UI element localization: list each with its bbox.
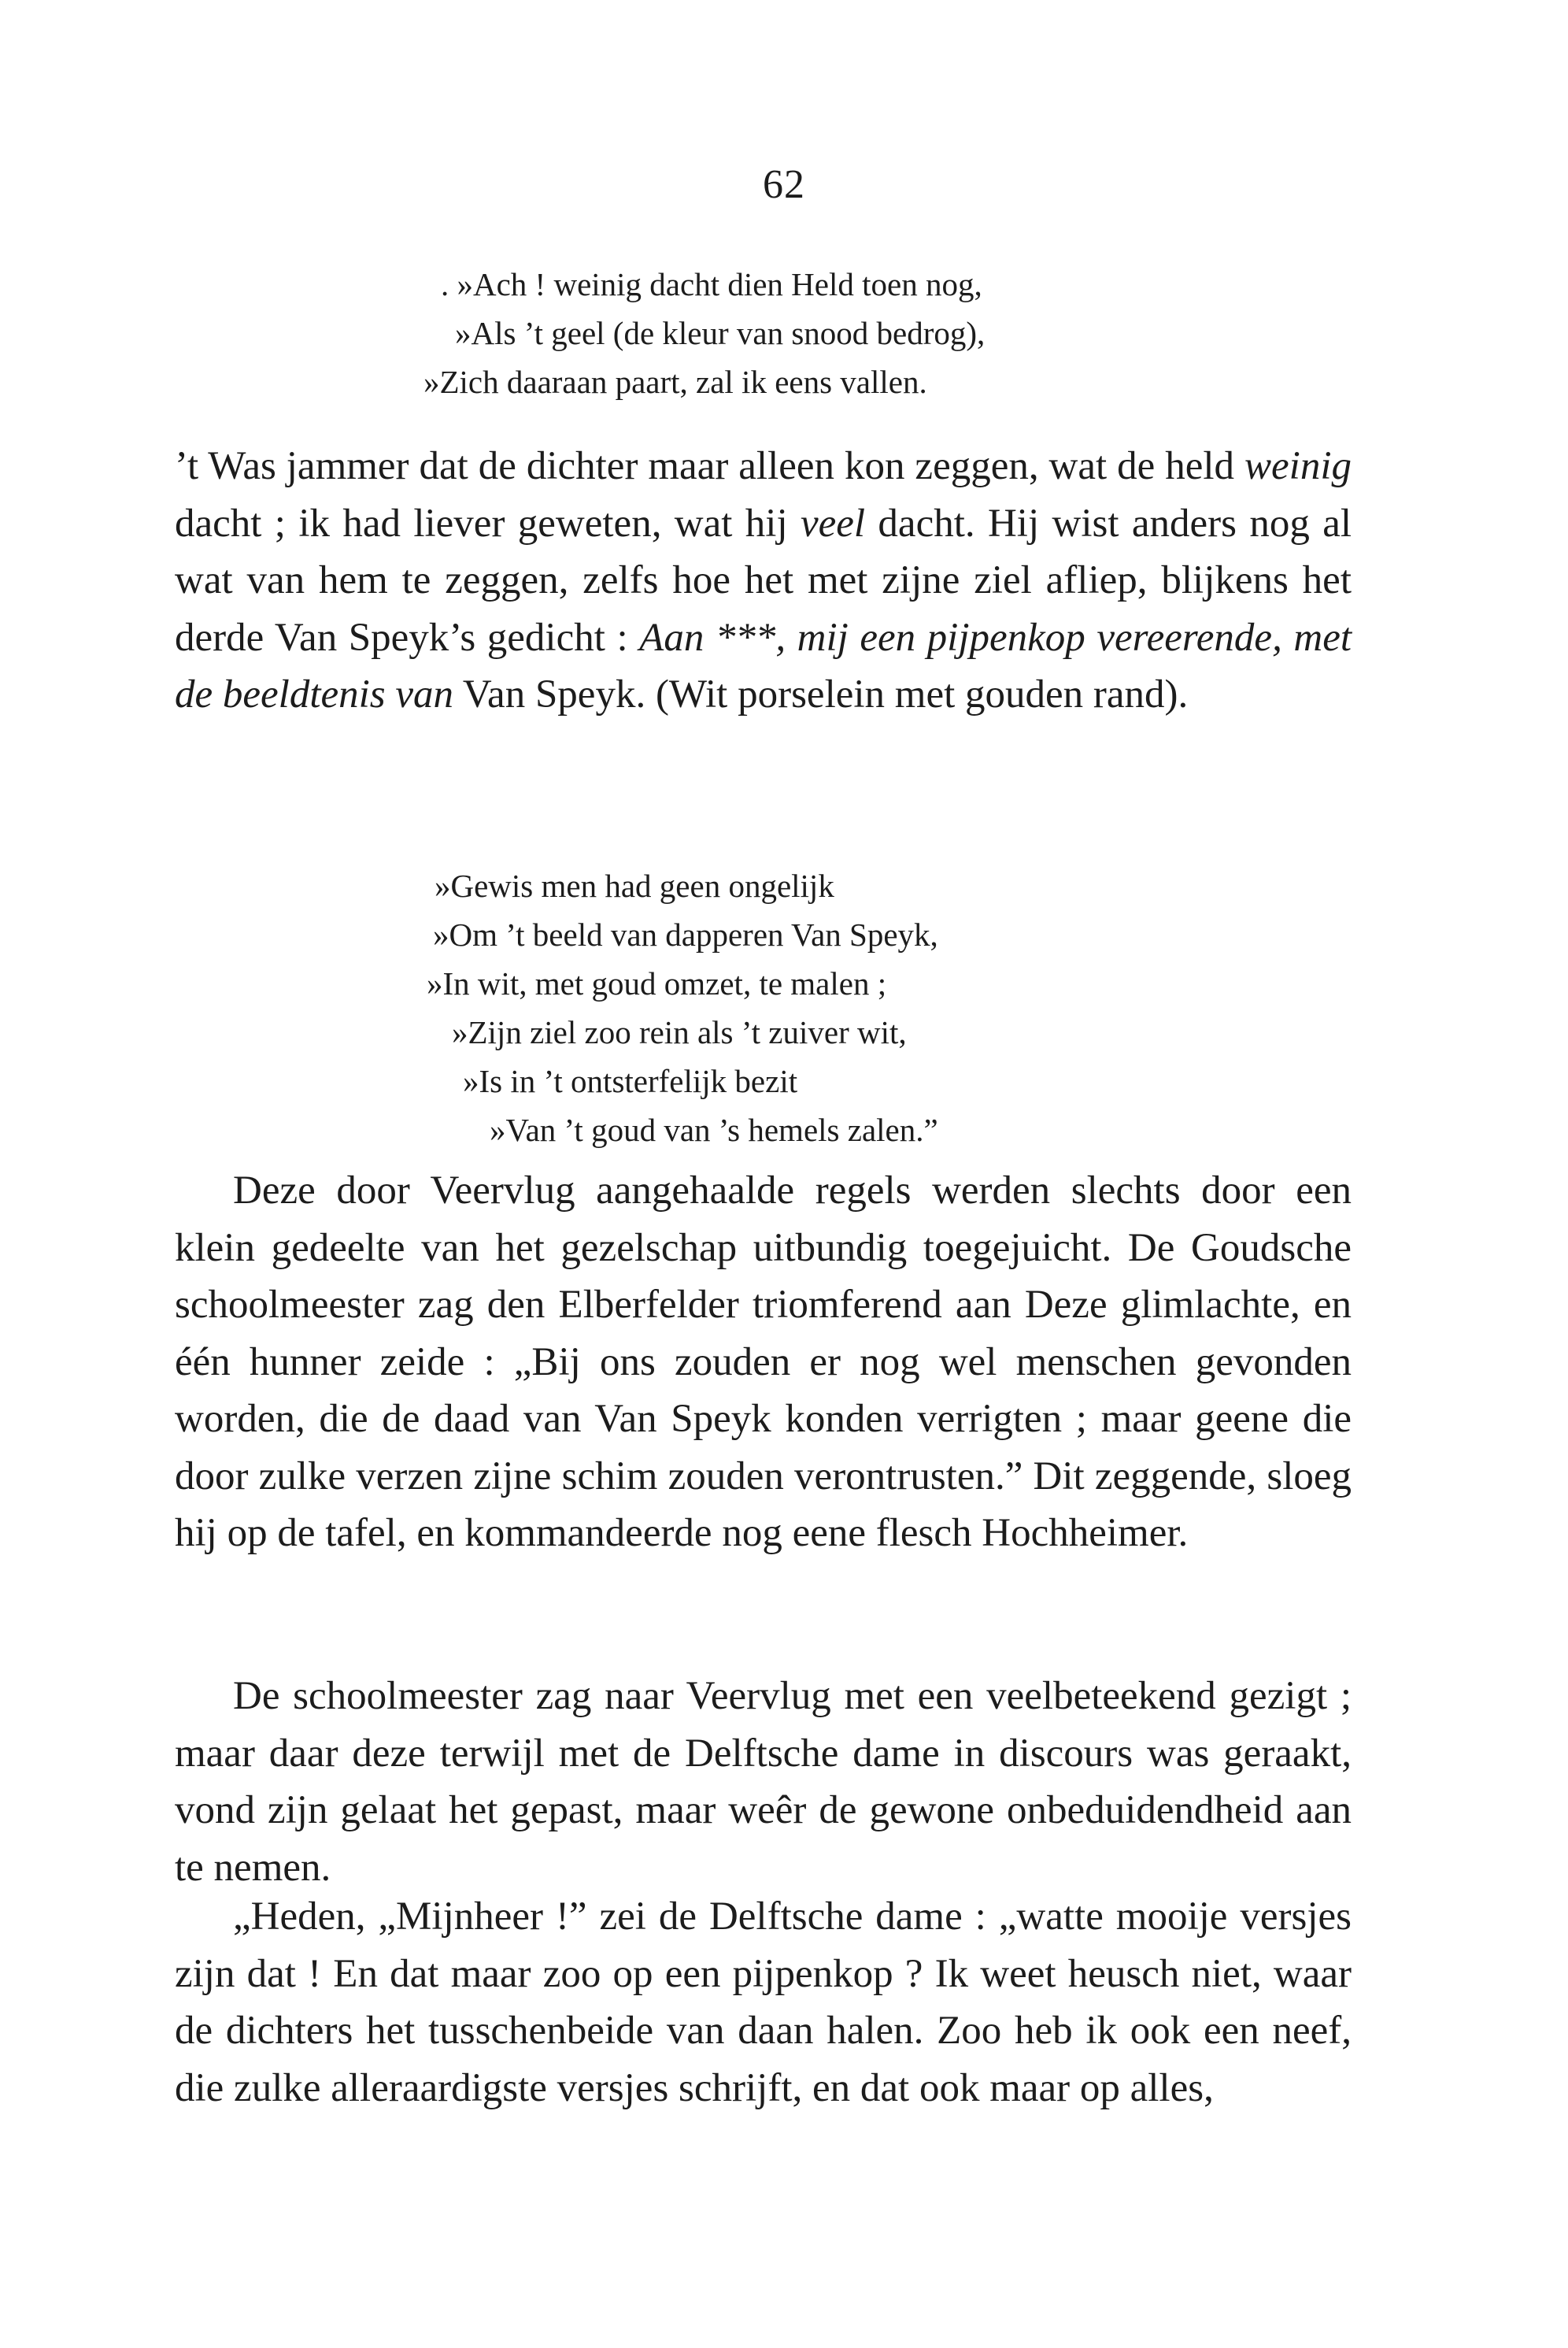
paragraph-text: ’t Was jammer dat de dichter maar alleen kon zeggen, wat de held xyxy=(175,444,1244,488)
verse-line: »Om ’t beeld van dapperen Van Speyk, xyxy=(433,917,938,953)
paragraph-text: „Heden, „Mijnheer !” zei de Delftsche dame : „watte mooije versjes zijn dat ! En dat maar zoo op een pijpenkop ? Ik weet heusch niet, waar de dichters het tusschenbeide van daan halen. Zoo heb ik ook een neef, die zulke alleraardigste versjes schrijft, en dat ook maar op alles, xyxy=(175,1894,1352,2110)
paragraph-2 xyxy=(175,1162,1352,1562)
verse-line: »Zijn ziel zoo rein als ’t zuiver wit, xyxy=(452,1014,907,1050)
verse-block-2 xyxy=(427,861,938,1154)
verse-line: »Van ’t goud van ’s hemels zalen.” xyxy=(490,1112,938,1148)
paragraph-text: Deze door Veervlug aangehaalde regels werden slechts door een klein gedeelte van het gezelschap uitbundig toegejuicht. De Goudsche schoolmeester zag den Elberfelder triomferend aan Deze glimlachte, en één hunner zeide : „Bij ons zouden er nog wel menschen gevonden worden, die de daad van Van Speyk konden verrigten ; maar geene die door zulke verzen zijne schim zouden verontrusten.” Dit zeggende, sloeg hij op de tafel, en kommandeerde nog eene flesch Hochheimer. xyxy=(175,1168,1352,1555)
paragraph-4 xyxy=(175,1888,1352,2117)
poem-title: Aan ***, mij een pijpenkop vereerende, met de beeldtenis van xyxy=(175,615,1352,717)
verse-line: . »Ach ! weinig dacht dien Held toen nog, xyxy=(441,266,982,302)
emphasis: weinig xyxy=(1244,444,1352,488)
paragraph-text: dacht ; ik had liever geweten, wat hij xyxy=(175,501,801,546)
paragraph-text: dacht. Hij wist anders nog al wat van hem te zeggen, zelfs hoe het met zijne ziel afliep, blijkens het derde Van Speyk’s gedicht : xyxy=(175,501,1352,660)
verse-line: »In wit, met goud omzet, te malen ; xyxy=(427,965,887,1002)
verse-line: »Is in ’t ontsterfelijk bezit xyxy=(463,1063,798,1099)
paragraph-text: De schoolmeester zag naar Veervlug met een veelbeteekend gezigt ; maar daar deze terwijl met de Delftsche dame in discours was geraakt, vond zijn gelaat het gepast, maar weêr de gewone onbeduidendheid aan te nemen. xyxy=(175,1674,1352,1890)
verse-block-1 xyxy=(423,260,986,406)
emphasis: veel xyxy=(801,501,866,546)
paragraph-3 xyxy=(175,1668,1352,1896)
paragraph-text: Van Speyk. (Wit porselein met gouden rand). xyxy=(453,672,1189,717)
paragraph-1 xyxy=(175,438,1352,724)
verse-line: »Zich daaraan paart, zal ik eens vallen. xyxy=(423,364,927,400)
page-number: 62 xyxy=(763,162,805,207)
verse-line: »Als ’t geel (de kleur van snood bedrog), xyxy=(455,315,986,351)
verse-line: »Gewis men had geen ongelijk xyxy=(435,868,834,904)
